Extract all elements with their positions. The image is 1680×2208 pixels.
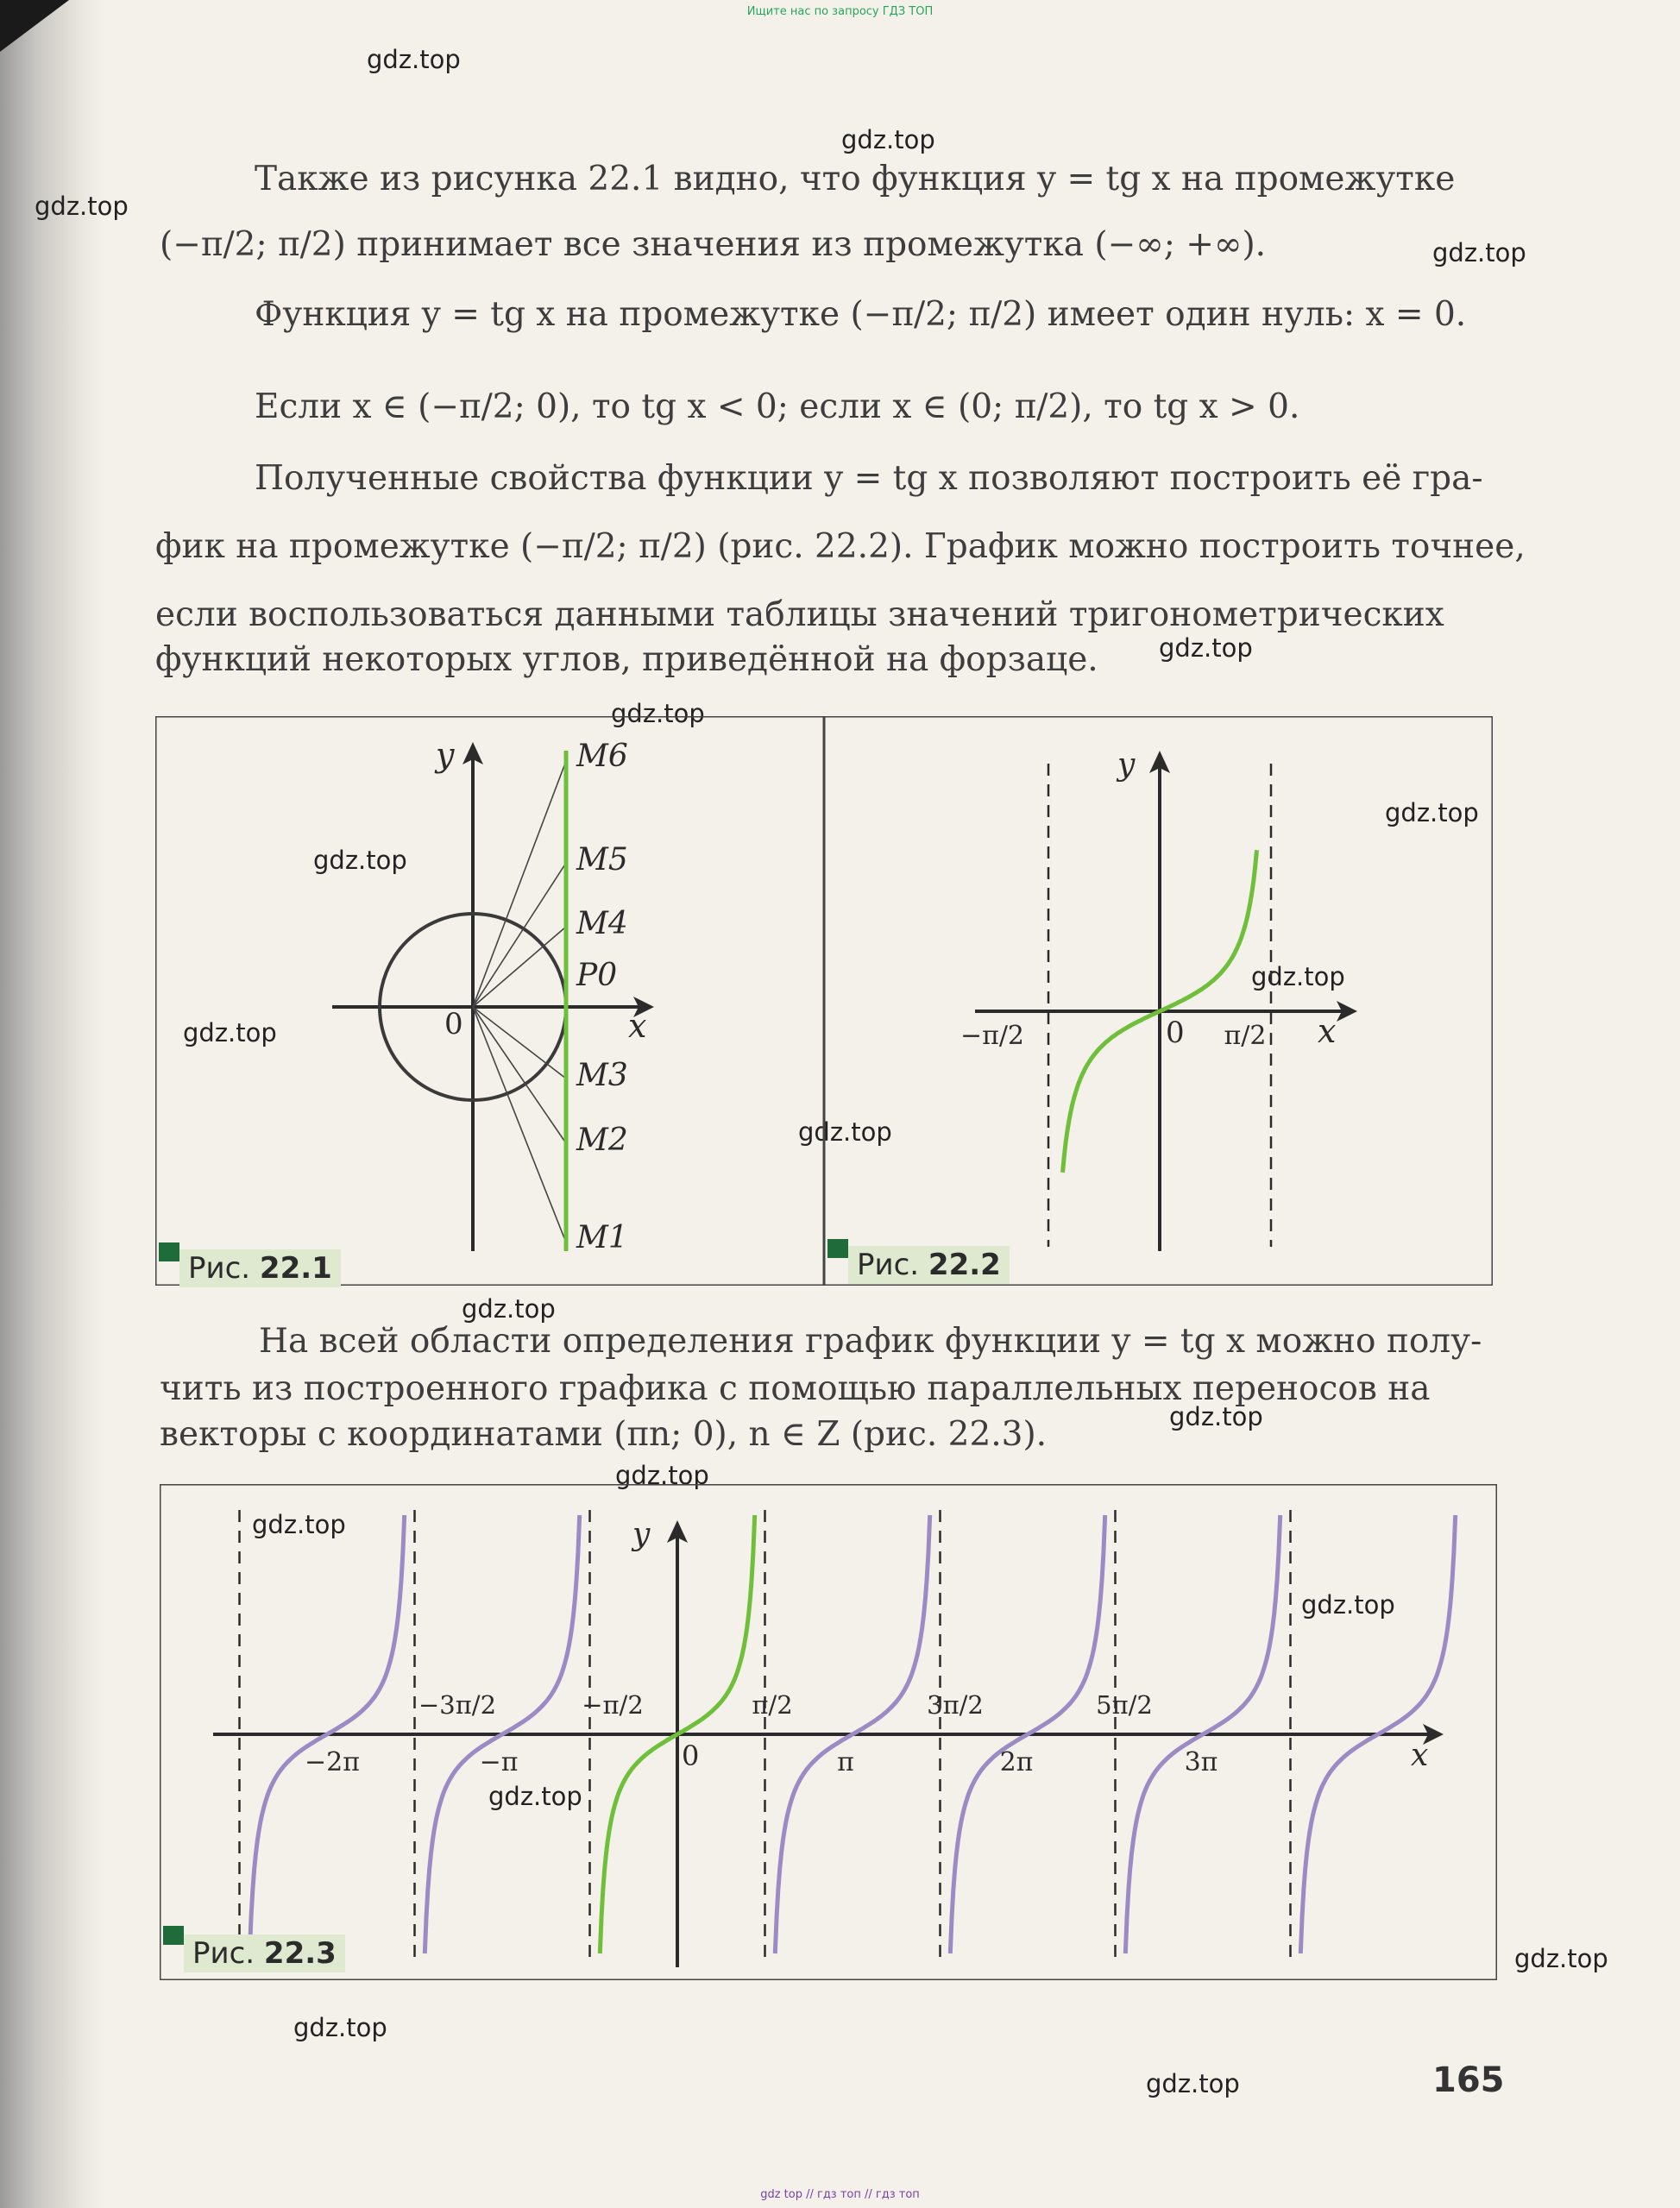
point-label: M3	[576, 1058, 628, 1093]
paragraph-line: Функция y = tg x на промежутке (−π/2; π/2) имеет один нуль: x = 0.	[255, 295, 1467, 334]
tick-label: −π	[479, 1747, 519, 1777]
tick-label: −2π	[305, 1747, 360, 1777]
tick-label: π/2	[1224, 1021, 1267, 1051]
tick-label: −3π/2	[418, 1690, 497, 1720]
paragraph-line: фик на промежутке (−π/2; π/2) (рис. 22.2). График можно построить точнее,	[155, 527, 1526, 566]
y-axis-label: y	[632, 1517, 651, 1552]
x-axis-label: x	[1318, 1012, 1337, 1050]
x-axis-label: x	[1411, 1738, 1429, 1773]
caption-marker	[163, 1926, 184, 1945]
point-label: M2	[576, 1123, 628, 1158]
watermark: gdz.top	[1385, 798, 1479, 827]
watermark: gdz.top	[313, 846, 407, 875]
paragraph-line: чить из построенного графика с помощью параллельных переносов на	[160, 1369, 1431, 1408]
paragraph-line: функций некоторых углов, приведённой на форзаце.	[155, 640, 1098, 679]
caption-marker	[159, 1242, 179, 1261]
watermark: gdz.top	[293, 2013, 387, 2042]
paragraph-line: векторы с координатами (πn; 0), n ∈ Z (рис. 22.3).	[160, 1415, 1048, 1454]
figure-caption: Рис. 22.3	[184, 1934, 345, 1972]
page-number: 165	[1432, 2060, 1505, 2100]
y-axis-label: y	[436, 736, 455, 774]
watermark: gdz.top	[1301, 1590, 1395, 1620]
asymptotes	[240, 1510, 1291, 1963]
point-label: P0	[576, 958, 618, 993]
tick-label: 5π/2	[1096, 1690, 1153, 1720]
watermark: gdz.top	[1159, 633, 1253, 663]
x-axis-label: x	[628, 1007, 647, 1045]
paragraph-line: Если x ∈ (−π/2; 0), то tg x < 0; если x ∈ (0; π/2), то tg x > 0.	[255, 387, 1300, 426]
watermark: gdz.top	[367, 45, 461, 74]
watermark: gdz.top	[462, 1294, 556, 1324]
tangent-graph-principal	[824, 716, 1493, 1286]
origin-label: 0	[682, 1739, 700, 1772]
watermark: gdz.top	[1146, 2069, 1240, 2098]
bottom-note: gdz top // гдз топ // гдз топ	[760, 2188, 920, 2201]
tick-label: 3π/2	[927, 1690, 984, 1720]
unit-circle-tangent-line	[155, 716, 824, 1286]
y-axis-label: y	[1117, 747, 1136, 783]
tick-label: 3π	[1184, 1747, 1218, 1777]
top-search-note: Ищите нас по запросу ГДЗ ТОП	[746, 5, 934, 18]
figure-22-2	[824, 716, 1493, 1286]
tick-label: 2π	[999, 1747, 1034, 1777]
watermark: gdz.top	[1169, 1402, 1263, 1431]
tangent-graph-full	[160, 1484, 1497, 1980]
point-label: M4	[576, 906, 628, 941]
paragraph-line: если воспользоваться данными таблицы значений тригонометрических	[155, 595, 1444, 634]
watermark: gdz.top	[1432, 238, 1526, 267]
paragraph-line: Полученные свойства функции y = tg x позволяют построить её гра-	[255, 459, 1483, 498]
origin-label: 0	[444, 1007, 463, 1041]
watermark: gdz.top	[252, 1510, 346, 1539]
figure-caption: Рис. 22.2	[848, 1246, 1010, 1284]
tick-label: −π/2	[582, 1690, 644, 1720]
point-label: M5	[576, 842, 628, 878]
watermark: gdz.top	[1514, 1944, 1608, 1973]
figure-22-1	[155, 716, 824, 1286]
watermark: gdz.top	[798, 1117, 892, 1147]
tick-label: π	[837, 1747, 854, 1777]
watermark: gdz.top	[615, 1461, 709, 1490]
watermark: gdz.top	[611, 699, 705, 728]
paragraph-line: (−π/2; π/2) принимает все значения из промежутка (−∞; +∞).	[160, 225, 1267, 264]
watermark: gdz.top	[841, 125, 935, 154]
paragraph-line: На всей области определения график функции y = tg x можно полу-	[259, 1322, 1482, 1361]
tick-label: −π/2	[960, 1021, 1025, 1051]
point-label: M6	[576, 739, 628, 774]
book-spine-shadow	[0, 0, 104, 2208]
watermark: gdz.top	[35, 192, 129, 221]
watermark: gdz.top	[1251, 962, 1345, 991]
figure-22-3	[160, 1484, 1497, 1980]
watermark: gdz.top	[183, 1018, 277, 1047]
paragraph-line: Также из рисунка 22.1 видно, что функция y = tg x на промежутке	[255, 160, 1456, 198]
tick-label: π/2	[752, 1690, 793, 1720]
watermark: gdz.top	[488, 1782, 582, 1811]
origin-label: 0	[1166, 1016, 1185, 1050]
point-label: M1	[576, 1220, 628, 1255]
caption-marker	[827, 1239, 848, 1258]
figure-caption: Рис. 22.1	[179, 1249, 341, 1287]
